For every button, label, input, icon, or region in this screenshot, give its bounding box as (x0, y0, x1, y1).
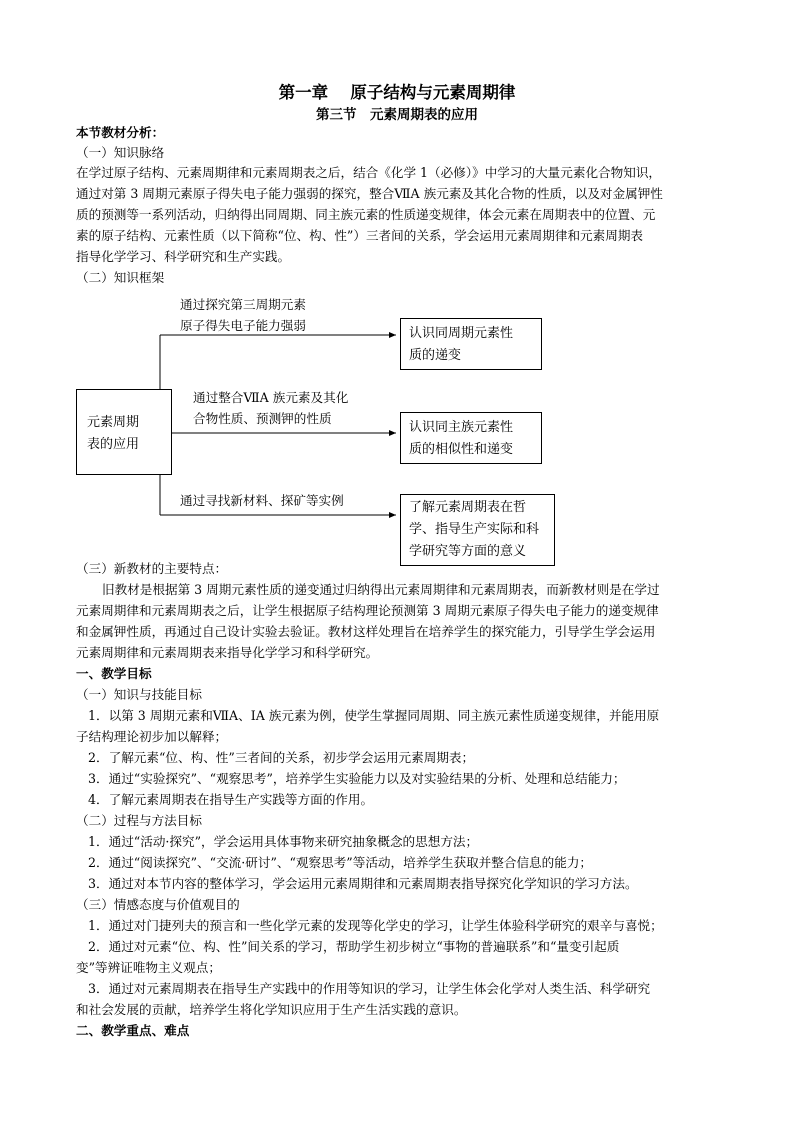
analysis-heading: 本节教材分析： (76, 125, 165, 140)
paragraph-line: 通过对第 3 周期元素原子得失电子能力强弱的探究，整合ⅦA 族元素及其化合物的性质，以及对金属钾性 (76, 186, 663, 201)
goal-line: 2．通过对元素“位、构、性”间关系的学习，帮助学生初步树立“事物的普遍联系”和“量变引起质 (88, 939, 620, 954)
paragraph-line: 素的原子结构、元素性质（以下简称“位、构、性”）三者间的关系，学会运用元素周期律和元素周期表 (76, 228, 644, 243)
target-line: 了解元素周期表在哲 (409, 500, 527, 515)
branch-label-group (193, 387, 348, 429)
label-line: 原子得失电子能力强弱 (180, 318, 306, 333)
goal-line: 3．通过对本节内容的整体学习，学会运用元素周期律和元素周期表指导探究化学知识的学习方法。 (88, 876, 638, 891)
paragraph-line: 元素周期律和元素周期表来指导化学学习和科学研究。 (76, 645, 379, 660)
target-box-significance (400, 494, 555, 566)
part2-title: （二）知识框架 (76, 270, 165, 285)
section-title: 第三节 元素周期表的应用 (316, 107, 478, 123)
goal-line: 和社会发展的贡献，培养学生将化学知识应用于生产生活实践的意识。 (76, 1002, 467, 1017)
target-line: 质的相似性和递变 (409, 442, 514, 457)
keypoints-heading: 二、教学重点、难点 (76, 1023, 190, 1038)
paragraph-line: 和金属钾性质，再通过自己设计实验去验证。教材这样处理旨在培养学生的探究能力，引导学生学会运用 (76, 624, 656, 639)
branch-label-significance (180, 490, 344, 511)
goal-line: 变”等辨证唯物主义观点； (76, 960, 221, 975)
goal-line: 1．通过“活动·探究”，学会运用具体事物来研究抽象概念的思想方法； (88, 834, 479, 849)
target-box-group (400, 412, 542, 464)
target-line: 学、指导生产实际和科 (409, 522, 540, 537)
root-box (76, 389, 172, 475)
label-line: 通过探究第三周期元素 (180, 297, 306, 312)
paragraph-line: 旧教材是根据第 3 周期元素性质的递变通过归纳得出元素周期律和元素周期表，而新教材则是在学过 (102, 582, 660, 597)
goal-line: 1．以第 3 周期元素和ⅦA、ⅠA 族元素为例，使学生掌握同周期、同主族元素性质递变规律，并能用原 (88, 708, 660, 723)
label-line: 通过整合ⅦA 族元素及其化 (193, 390, 349, 405)
goal-line: 2．了解元素“位、构、性”三者间的关系，初步学会运用元素周期表； (88, 750, 475, 765)
paragraph-line: 指导化学学习、科学研究和生产实践。 (76, 249, 291, 264)
paragraph-line: 质的预测等一系列活动，归纳得出同周期、同主族元素的性质递变规律，体会元素在周期表中的位置、元 (76, 207, 656, 222)
goal-line: 3．通过对元素周期表在指导生产实践中的作用等知识的学习，让学生体会化学对人类生活、科学研究 (88, 981, 651, 996)
emotion-title: （三）情感态度与价值观目的 (76, 897, 240, 912)
goals-heading: 一、教学目标 (76, 666, 152, 681)
part3-title: （三）新教材的主要特点： (76, 561, 228, 576)
label-line: 通过寻找新材料、探矿等实例 (180, 493, 344, 508)
goal-line: 子结构理论初步加以解释； (76, 729, 228, 744)
goal-line: 4．了解元素周期表在指导生产实践等方面的作用。 (88, 792, 374, 807)
paragraph-line: 在学过原子结构、元素周期律和元素周期表之后，结合《化学 1（必修）》中学习的大量元素化合物知识， (76, 165, 662, 180)
goal-line: 1．通过对门捷列夫的预言和一些化学元素的发现等化学史的学习，让学生体验科学研究的艰辛与喜悦； (88, 918, 663, 933)
target-box-period (400, 318, 542, 370)
paragraph-line: 元素周期律和元素周期表之后，让学生根据原子结构理论预测第 3 周期元素原子得失电子能力的递变规律 (76, 603, 659, 618)
part1-title: （一）知识脉络 (76, 145, 165, 160)
label-line: 合物性质、预测钾的性质 (193, 411, 332, 426)
target-line: 认识同周期元素性 (409, 326, 514, 341)
goal-line: 3．通过“实验探究”、“观察思考”，培养学生实验能力以及对实验结果的分析、处理和总结能力； (88, 771, 626, 786)
chapter-title: 第一章 原子结构与元素周期律 (278, 83, 516, 102)
goal-line: 2．通过“阅读探究”、“交流·研讨”、“观察思考”等活动，培养学生获取并整合信息的能力； (88, 855, 593, 870)
root-line: 表的应用 (87, 437, 140, 452)
root-line: 元素周期 (87, 415, 140, 430)
target-line: 学研究等方面的意义 (409, 544, 527, 559)
target-line: 质的递变 (409, 348, 462, 363)
target-line: 认识同主族元素性 (409, 420, 514, 435)
knowledge-title: （一）知识与技能目标 (76, 687, 202, 702)
process-title: （二）过程与方法目标 (76, 813, 202, 828)
branch-label-period (180, 294, 306, 336)
